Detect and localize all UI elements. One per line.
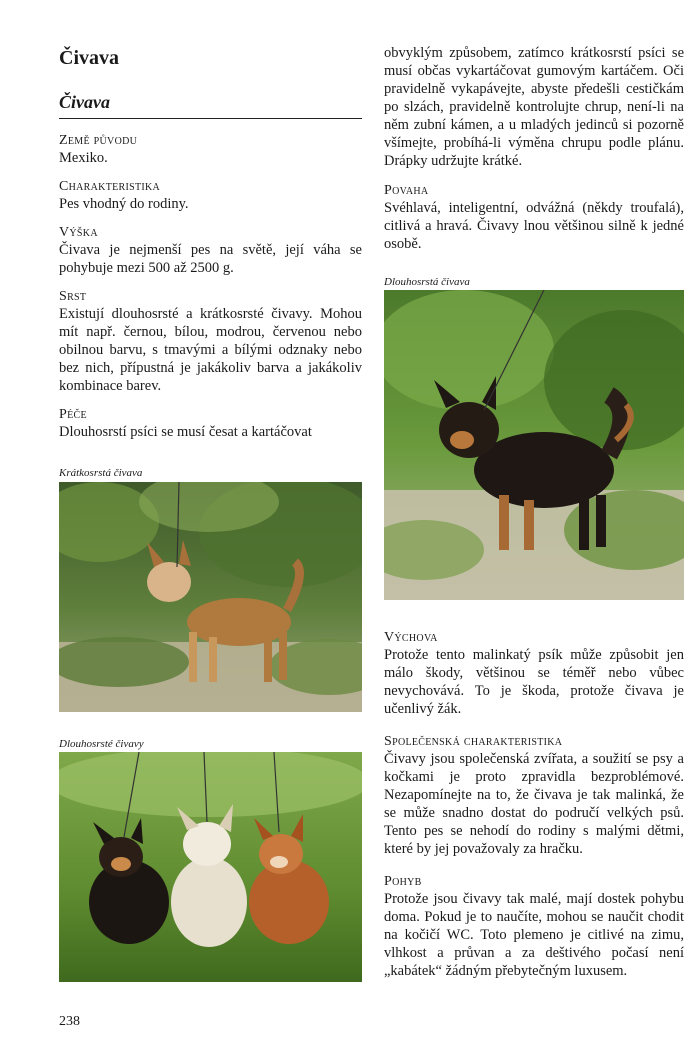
section-care [59, 407, 362, 441]
section-heading: Země původu [59, 133, 138, 148]
section-text: Pes vhodný do rodiny. [59, 196, 189, 212]
section-text: Čivavy jsou společenská zvířata, a soužití se psy a kočkami je proto zpravidla bezproblémové. Nezapomínejte na to, že čivava je tak malinká, že se může snadno dostat do područí velkých psů. Tento pes se nehodí do rodiny s malými dětmi, které by jej považovaly za hračku. [384, 751, 684, 857]
page-title: Čivava [59, 47, 119, 69]
title-divider [59, 118, 362, 119]
page-subtitle: Čivava [59, 92, 110, 112]
section-heading: Srst [59, 289, 87, 304]
section-temperament [384, 183, 684, 253]
section-heading: Povaha [384, 183, 429, 198]
left-column [59, 44, 362, 441]
section-heading: Výchova [384, 630, 438, 645]
photo-caption-long: Dlouhosrstá čivava [384, 276, 470, 288]
section-text: Čivava je nejmenší pes na světě, její váha se pohybuje mezi 500 až 2500 g. [59, 242, 362, 276]
section-training [384, 630, 684, 718]
photo-short-haired-chihuahua [59, 482, 362, 712]
section-text: Dlouhosrstí psíci se musí česat a kartáčovat [59, 424, 312, 440]
care-continuation-text: obvyklým způsobem, zatímco krátkosrstí psíci se musí občas vykartáčovat gumovým kartáčem. Oči pravidelně vykapávejte, abyste předešli cestičkám po slzách, pravidelně kontrolujte chrup, není-li na něm zubní kámen, a u mladých jedinců si pozorně všímejte, probíhá-li výměna chrupu podle plánu. Drápky udržujte krátké. [384, 45, 684, 169]
section-text: Mexiko. [59, 150, 108, 166]
right-column [384, 44, 684, 253]
section-text: Svéhlavá, inteligentní, odvážná (někdy troufalá), citlivá a hravá. Čivavy lnou většinou silně k jedné osobě. [384, 200, 684, 252]
section-origin [59, 133, 362, 167]
section-heading: Společenská charakteristika [384, 734, 563, 749]
section-text: Existují dlouhosrsté a krátkosrsté čivavy. Mohou mít např. černou, bílou, modrou, červenou nebo obilnou barvu, s tmavými a bílými odznaky nebo bez nich, přípustná je jakákoliv barva a jakákoliv kombinace barev. [59, 306, 362, 394]
page-number: 238 [59, 1014, 80, 1029]
section-exercise [384, 874, 684, 980]
section-heading: Charakteristika [59, 179, 161, 194]
section-coat [59, 289, 362, 395]
photo-long-haired-chihuahua [384, 290, 684, 600]
section-heading: Péče [59, 407, 87, 422]
section-height [59, 225, 362, 277]
section-text: Protože tento malinkatý psík může způsobit jen málo škody, většinou se téměř nebo vůbec nevychovává. To je škoda, protože čivava je učenlivý žák. [384, 647, 684, 717]
photo-caption-short: Krátkosrstá čivava [59, 467, 143, 479]
section-social [384, 734, 684, 858]
right-column-lower [384, 630, 684, 980]
photo-long-haired-chihuahuas [59, 752, 362, 982]
section-heading: Pohyb [384, 874, 422, 889]
section-text: Protože jsou čivavy tak malé, mají dostek pohybu doma. Pokud je to naučíte, mohou se naučit chodit na kočičí WC. Toto plemeno je citlivé na zimu, vlhkost a průvan a za deštivého počasí není „kabátek“ žádným přebytečným luxusem. [384, 891, 684, 979]
photo-caption-group: Dlouhosrsté čivavy [59, 738, 144, 750]
section-heading: Výška [59, 225, 98, 240]
section-characteristics [59, 179, 362, 213]
